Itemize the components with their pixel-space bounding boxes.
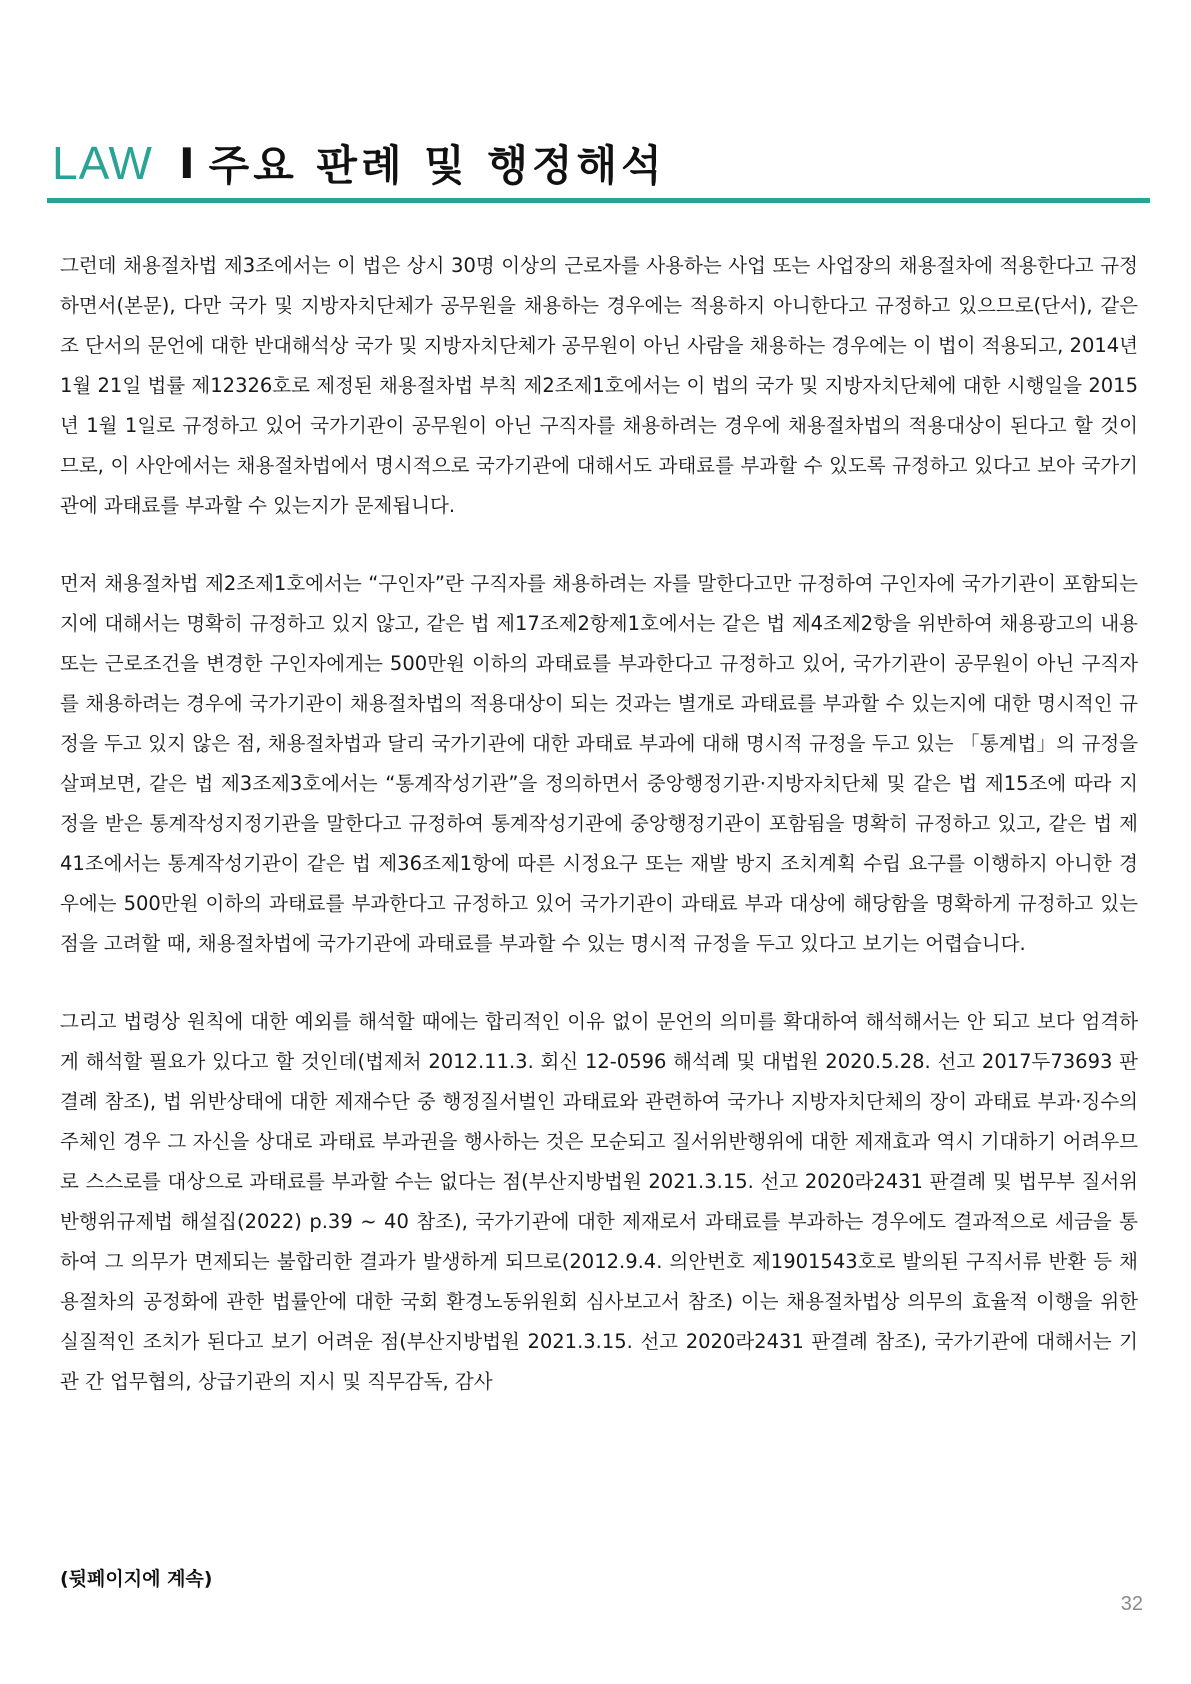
- body-paragraph-3: 그리고 법령상 원칙에 대한 예외를 해석할 때에는 합리적인 이유 없이 문언의 의미를 확대하여 해석해서는 안 되고 보다 엄격하게 해석할 필요가 있다고 할 것인데(법제처 2012.11.3. 회신 12-0596 해석례 및 대법원 2020.5.28. 선고 2017두73693 판결례 참조), 법 위반상태에 대한 제재수단 중 행정질서벌인 과태료와 관련하여 국가나 지방자치단체의 장이 과태료 부과·징수의 주체인 경우 그 자신을 상대로 과태료 부과권을 행사하는 것은 모순되고 질서위반행위에 대한 제재효과 역시 기대하기 어려우므로 스스로를 대상으로 과태료를 부과할 수는 없다는 점(부산지방법원 2021.3.15. 선고 2020라2431 판결례 및 법무부 질서위반행위규제법 해설집(2022) p.39 ~ 40 참조), 국가기관에 대한 제재로서 과태료를 부과하는 경우에도 결과적으로 세금을 통하여 그 의무가 면제되는 불합리한 결과가 발생하게 되므로(2012.9.4. 의안번호 제1901543호로 발의된 구직서류 반환 등 채용절차의 공정화에 관한 법률안에 대한 국회 환경노동위원회 심사보고서 참조) 이는 채용절차법상 의무의 효율적 이행을 위한 실질적인 조치가 된다고 보기 어려운 점(부산지방법원 2021.3.15. 선고 2020라2431 판결례 참조), 국가기관에 대해서는 기관 간 업무협의, 상급기관의 지시 및 직무감독, 감사: [60, 1010, 1138, 1393]
- page-header: [52, 128, 666, 198]
- body-paragraph-1: 그런데 채용절차법 제3조에서는 이 법은 상시 30명 이상의 근로자를 사용하는 사업 또는 사업장의 채용절차에 적용한다고 규정하면서(본문), 다만 국가 및 지방자치단체가 공무원을 채용하는 경우에는 적용하지 아니한다고 규정하고 있으므로(단서), 같은 조 단서의 문언에 대한 반대해석상 국가 및 지방자치단체가 공무원이 아닌 사람을 채용하는 경우에는 이 법이 적용되고, 2014년 1월 21일 법률 제12326호로 제정된 채용절차법 부칙 제2조제1호에서는 이 법의 국가 및 지방자치단체에 대한 시행일을 2015년 1월 1일로 규정하고 있어 국가기관이 공무원이 아닌 구직자를 채용하려는 경우에 채용절차법의 적용대상이 된다고 할 것이므로, 이 사안에서는 채용절차법에서 명시적으로 국가기관에 대해서도 과태료를 부과할 수 있도록 규정하고 있다고 보아 국가기관에 과태료를 부과할 수 있는지가 문제됩니다.: [60, 254, 1139, 517]
- header-divider: [47, 198, 1150, 203]
- body-paragraph-2: 먼저 채용절차법 제2조제1호에서는 “구인자”란 구직자를 채용하려는 자를 말한다고만 규정하여 구인자에 국가기관이 포함되는지에 대해서는 명확히 규정하고 있지 않고, 같은 법 제17조제2항제1호에서는 같은 법 제4조제2항을 위반하여 채용광고의 내용 또는 근로조건을 변경한 구인자에게는 500만원 이하의 과태료를 부과한다고 규정하고 있어, 국가기관이 공무원이 아닌 구직자를 채용하려는 경우에 국가기관이 채용절차법의 적용대상이 되는 것과는 별개로 과태료를 부과할 수 있는지에 대한 명시적인 규정을 두고 있지 않은 점, 채용절차법과 달리 국가기관에 대한 과태료 부과에 대해 명시적 규정을 두고 있는 「통계법」의 규정을 살펴보면, 같은 법 제3조제3호에서는 “통계작성기관”을 정의하면서 중앙행정기관·지방자치단체 및 같은 법 제15조에 따라 지정을 받은 통계작성지정기관을 말한다고 규정하여 통계작성기관에 중앙행정기관이 포함됨을 명확히 규정하고 있고, 같은 법 제41조에서는 통계작성기관이 같은 법 제36조제1항에 따른 시정요구 또는 재발 방지 조치계획 수립 요구를 이행하지 아니한 경우에는 500만원 이하의 과태료를 부과한다고 규정하고 있어 국가기관이 과태료 부과 대상에 해당함을 명확하게 규정하고 있는 점을 고려할 때, 채용절차법에 국가기관에 과태료를 부과할 수 있는 명시적 규정을 두고 있다고 보기는 어렵습니다.: [60, 572, 1138, 955]
- page-number: 32: [1120, 1593, 1143, 1615]
- page-title: 주요 판례 및 행정해석: [208, 141, 666, 190]
- title-separator: I: [178, 138, 195, 188]
- section-brand: LAW: [52, 137, 153, 189]
- continuation-note: (뒷페이지에 계속): [60, 1568, 213, 1590]
- document-body: [60, 246, 1138, 1402]
